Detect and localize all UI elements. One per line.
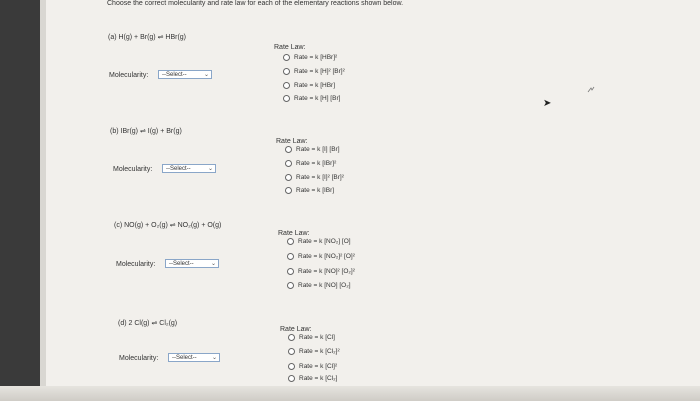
select-value: --Select-- — [172, 355, 197, 361]
question-b-reaction: (b) IBr(g) ⇌ I(g) + Br(g) — [110, 128, 182, 135]
question-a-option-4[interactable]: Rate = k [H] [Br] — [283, 94, 340, 104]
chevron-down-icon: ⌄ — [203, 72, 209, 78]
question-c-reaction: (c) NO(g) + O₂(g) ⇌ NO₂(g) + O(g) — [114, 222, 222, 229]
mouse-cursor-icon: ➤ — [543, 98, 552, 109]
question-a-molecularity-select[interactable] — [158, 70, 212, 79]
question-c-molecularity-select[interactable] — [165, 259, 219, 268]
question-a-option-3[interactable]: Rate = k [HBr] — [283, 81, 335, 91]
radio-icon[interactable] — [283, 68, 290, 75]
radio-icon[interactable] — [285, 174, 292, 181]
radio-icon[interactable] — [288, 348, 295, 355]
chevron-down-icon: ⌄ — [211, 355, 217, 361]
question-d-option-2[interactable]: Rate = k [Cl₂]² — [288, 347, 340, 357]
question-c-option-1[interactable]: Rate = k [NO₂] [O] — [287, 237, 351, 247]
question-a-rate-law-label: Rate Law: — [274, 44, 306, 51]
question-a-option-2[interactable]: Rate = k [H]² [Br]² — [283, 67, 345, 77]
question-d-molecularity-label: Molecularity: — [119, 355, 159, 362]
radio-icon[interactable] — [285, 160, 292, 167]
radio-icon[interactable] — [285, 146, 292, 153]
radio-icon[interactable] — [287, 253, 294, 260]
radio-icon[interactable] — [283, 82, 290, 89]
chevron-down-icon: ⌄ — [207, 166, 213, 172]
question-d-reaction: (d) 2 Cl(g) ⇌ Cl₂(g) — [118, 320, 178, 327]
radio-icon[interactable] — [288, 375, 295, 382]
question-a-molecularity-label: Molecularity: — [109, 72, 149, 79]
screen-bottom-edge — [0, 386, 700, 401]
question-d-option-4[interactable]: Rate = k [Cl₂] — [288, 374, 337, 384]
question-b-option-1[interactable]: Rate = k [I] [Br] — [285, 145, 340, 155]
radio-icon[interactable] — [287, 238, 294, 245]
question-b-option-4[interactable]: Rate = k [IBr] — [285, 186, 334, 196]
radio-icon[interactable] — [283, 95, 290, 102]
question-c-molecularity-label: Molecularity: — [116, 261, 156, 268]
radio-icon[interactable] — [287, 282, 294, 289]
select-value: --Select-- — [169, 261, 194, 267]
question-c-rate-law-label: Rate Law: — [278, 230, 310, 237]
radio-icon[interactable] — [288, 334, 295, 341]
question-b-option-2[interactable]: Rate = k [IBr]² — [285, 159, 336, 169]
question-b-molecularity-label: Molecularity: — [113, 166, 153, 173]
instruction-text: Choose the correct molecularity and rate law for each of the elementary reactions shown below. — [107, 0, 404, 7]
select-value: --Select-- — [162, 72, 187, 78]
question-b-rate-law-label: Rate Law: — [276, 138, 308, 145]
question-c-option-3[interactable]: Rate = k [NO]² [O₂]² — [287, 267, 355, 277]
question-a-reaction: (a) H(g) + Br(g) ⇌ HBr(g) — [108, 34, 187, 41]
radio-icon[interactable] — [287, 268, 294, 275]
question-d-rate-law-label: Rate Law: — [280, 326, 312, 333]
question-c-option-4[interactable]: Rate = k [NO] [O₂] — [287, 281, 351, 291]
question-b-option-3[interactable]: Rate = k [I]² [Br]² — [285, 173, 344, 183]
radio-icon[interactable] — [283, 54, 290, 61]
radio-icon[interactable] — [285, 187, 292, 194]
pen-mark-icon — [587, 86, 595, 94]
question-b-molecularity-select[interactable] — [162, 164, 216, 173]
question-d-molecularity-select[interactable] — [168, 353, 220, 362]
screen-bezel — [0, 0, 40, 401]
question-d-option-3[interactable]: Rate = k [Cl]² — [288, 362, 337, 372]
question-d-option-1[interactable]: Rate = k [Cl] — [288, 333, 335, 343]
radio-icon[interactable] — [288, 363, 295, 370]
question-a-option-1[interactable]: Rate = k [HBr]² — [283, 53, 337, 63]
chevron-down-icon: ⌄ — [210, 261, 216, 267]
window-edge — [40, 0, 46, 401]
select-value: --Select-- — [166, 166, 191, 172]
question-c-option-2[interactable]: Rate = k [NO₂]² [O]² — [287, 252, 355, 262]
